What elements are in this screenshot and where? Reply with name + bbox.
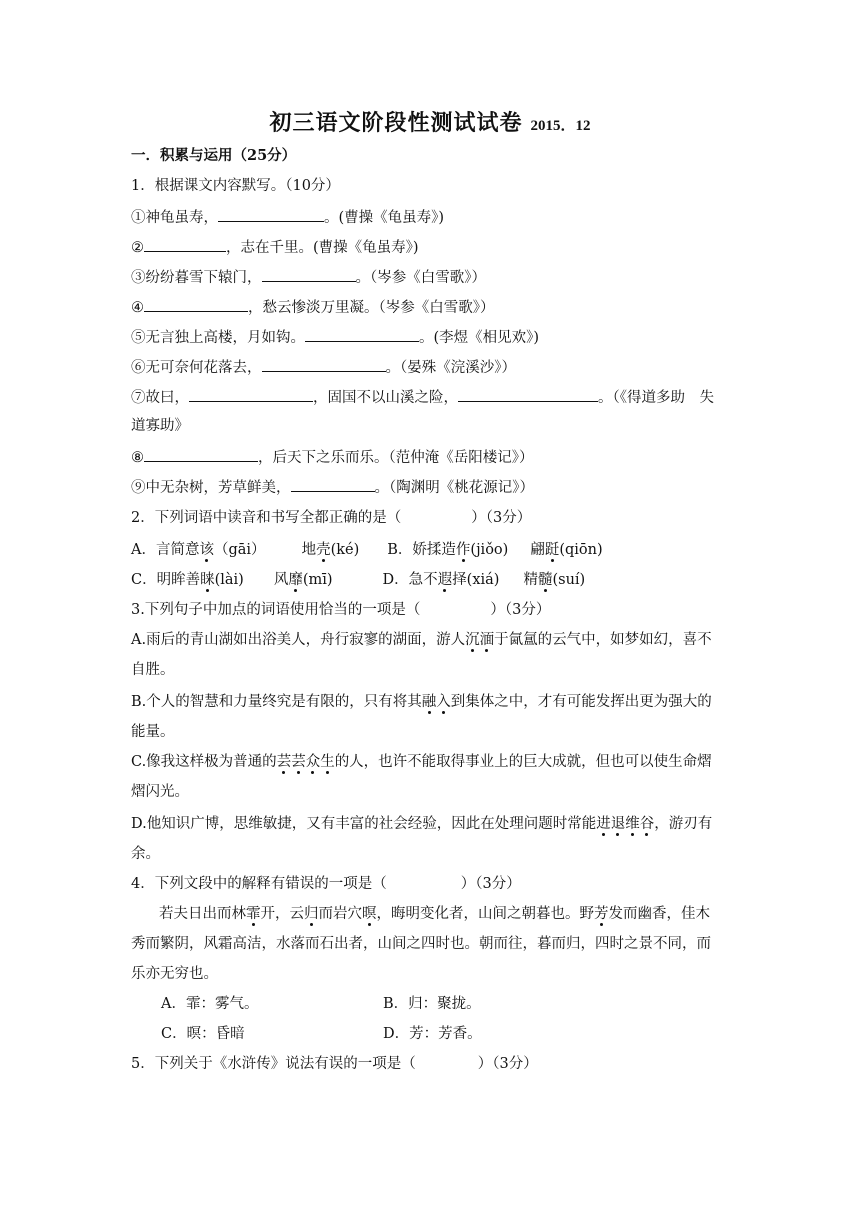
dotted-term xyxy=(596,816,654,832)
q1-item-8: ⑧ ，后天下之乐而乐。（范仲淹《岳阳楼记》） xyxy=(131,446,534,468)
exam-title xyxy=(0,106,860,137)
dotted-char: 芸 xyxy=(291,754,306,770)
q5-stem: 5．下列关于《水浒传》说法有误的一项是（ ）（3分） xyxy=(131,1056,538,1072)
q2-row-cd: C．明眸善睐(lài) 风靡(mī) D．急不遐择(xiá) 精髓(suí) xyxy=(131,572,586,588)
answer-blank[interactable] xyxy=(189,386,313,402)
q3-option-c-cont: 熠闪光。 xyxy=(131,784,189,800)
dotted-char: 入 xyxy=(436,694,451,710)
dotted-term xyxy=(465,632,494,648)
dotted-char: 维 xyxy=(625,816,640,832)
answer-blank[interactable] xyxy=(144,236,226,252)
q1-item-7-cont: 道寡助》 xyxy=(131,418,189,434)
answer-blank[interactable] xyxy=(144,446,258,462)
q1-item-1: ①神龟虽寿， 。(曹操《龟虽寿》) xyxy=(131,206,444,228)
q4-passage-line-2: 秀而繁阴，风霜高洁，水落而石出者，山间之四时也。朝而往，暮而归，四时之景不同，而 xyxy=(131,936,711,952)
dotted-char: 退 xyxy=(610,816,626,832)
q2-stem: 2．下列词语中读音和书写全都正确的是（ ）（3分） xyxy=(131,510,532,526)
dotted-char: 众 xyxy=(305,754,321,770)
q4-option-d: D．芳：芳香。 xyxy=(383,1026,482,1042)
q1-item-2: ② ，志在千里。(曹操《龟虽寿》) xyxy=(131,236,419,258)
answer-blank[interactable] xyxy=(218,206,324,222)
q4-passage-line-1: 若夫日出而林霏开，云归而岩穴暝，晦明变化者，山间之朝暮也。野芳发而幽香，佳木 xyxy=(159,906,710,922)
q1-item-6: ⑥无可奈何花落去， 。（晏殊《浣溪沙》） xyxy=(131,356,516,378)
q3-option-b: B.个人的智慧和力量终究是有限的，只有将其融入到集体之中，才有可能发挥出更为强大的 xyxy=(131,694,712,710)
section-heading: 一．积累与运用（25分） xyxy=(131,147,297,164)
q4-option-a: A．霏：雾气。 xyxy=(161,996,259,1012)
q3-option-a: A.雨后的青山湖如出浴美人，舟行寂寥的湖面，游人沉湎于氤氲的云气中，如梦如幻，喜不 xyxy=(131,632,712,648)
dotted-char: 芸 xyxy=(276,754,292,770)
q1-item-3: ③纷纷暮雪下辕门， 。（岑参《白雪歌》） xyxy=(131,266,486,288)
title-date: 2015．12 xyxy=(530,118,591,134)
q2-row-ab: A．言简意该（gāi） 地壳(ké) B．娇揉造作(jiǒo) 翩跹(qiōn) xyxy=(131,542,603,558)
q3-option-a-cont: 自胜。 xyxy=(131,662,175,678)
q3-stem: 3.下列句子中加点的词语使用恰当的一项是（ ）（3分） xyxy=(131,602,551,618)
answer-blank[interactable] xyxy=(144,296,248,312)
q4-option-c: C．暝：昏暗 xyxy=(161,1026,245,1042)
dotted-term xyxy=(277,754,335,770)
q1-item-9: ⑨中无杂树，芳草鲜美， 。（陶渊明《桃花源记》） xyxy=(131,476,534,498)
q3-option-b-cont: 能量。 xyxy=(131,724,175,740)
answer-blank[interactable] xyxy=(262,266,356,282)
dotted-char: 湎 xyxy=(479,632,495,648)
q1-item-4: ④ ，愁云惨淡万里凝。（岑参《白雪歌》） xyxy=(131,296,495,318)
title-main: 初三语文阶段性测试试卷 xyxy=(269,110,523,136)
answer-blank[interactable] xyxy=(458,386,598,402)
q3-option-c: C.像我这样极为普通的芸芸众生的人，也许不能取得事业上的巨大成就，但也可以使生命熠 xyxy=(131,754,712,770)
dotted-char: 进 xyxy=(596,816,611,832)
q3-option-d: D.他知识广博，思维敏捷，又有丰富的社会经验，因此在处理问题时常能进退维谷，游刃有 xyxy=(131,816,713,832)
answer-blank[interactable] xyxy=(305,326,419,342)
q1-stem: 1．根据课文内容默写。（10分） xyxy=(131,178,340,194)
q1-item-7: ⑦故曰， ，固国不以山溪之险， 。（《得道多助 失 xyxy=(131,386,714,408)
q3-option-d-cont: 余。 xyxy=(131,846,160,862)
answer-blank[interactable] xyxy=(291,476,375,492)
dotted-term xyxy=(422,694,451,710)
q4-passage-line-3: 乐亦无穷也。 xyxy=(131,966,218,982)
dotted-char: 生 xyxy=(320,754,335,770)
dotted-char: 融 xyxy=(421,694,437,710)
dotted-char: 谷 xyxy=(639,816,655,832)
q4-option-b: B．归：聚拢。 xyxy=(383,996,481,1012)
answer-blank[interactable] xyxy=(262,356,386,372)
dotted-char: 沉 xyxy=(465,632,480,648)
q1-item-5: ⑤无言独上高楼，月如钩。 。(李煜《相见欢》) xyxy=(131,326,539,348)
q4-stem: 4．下列文段中的解释有错误的一项是（ ）（3分） xyxy=(131,876,521,892)
